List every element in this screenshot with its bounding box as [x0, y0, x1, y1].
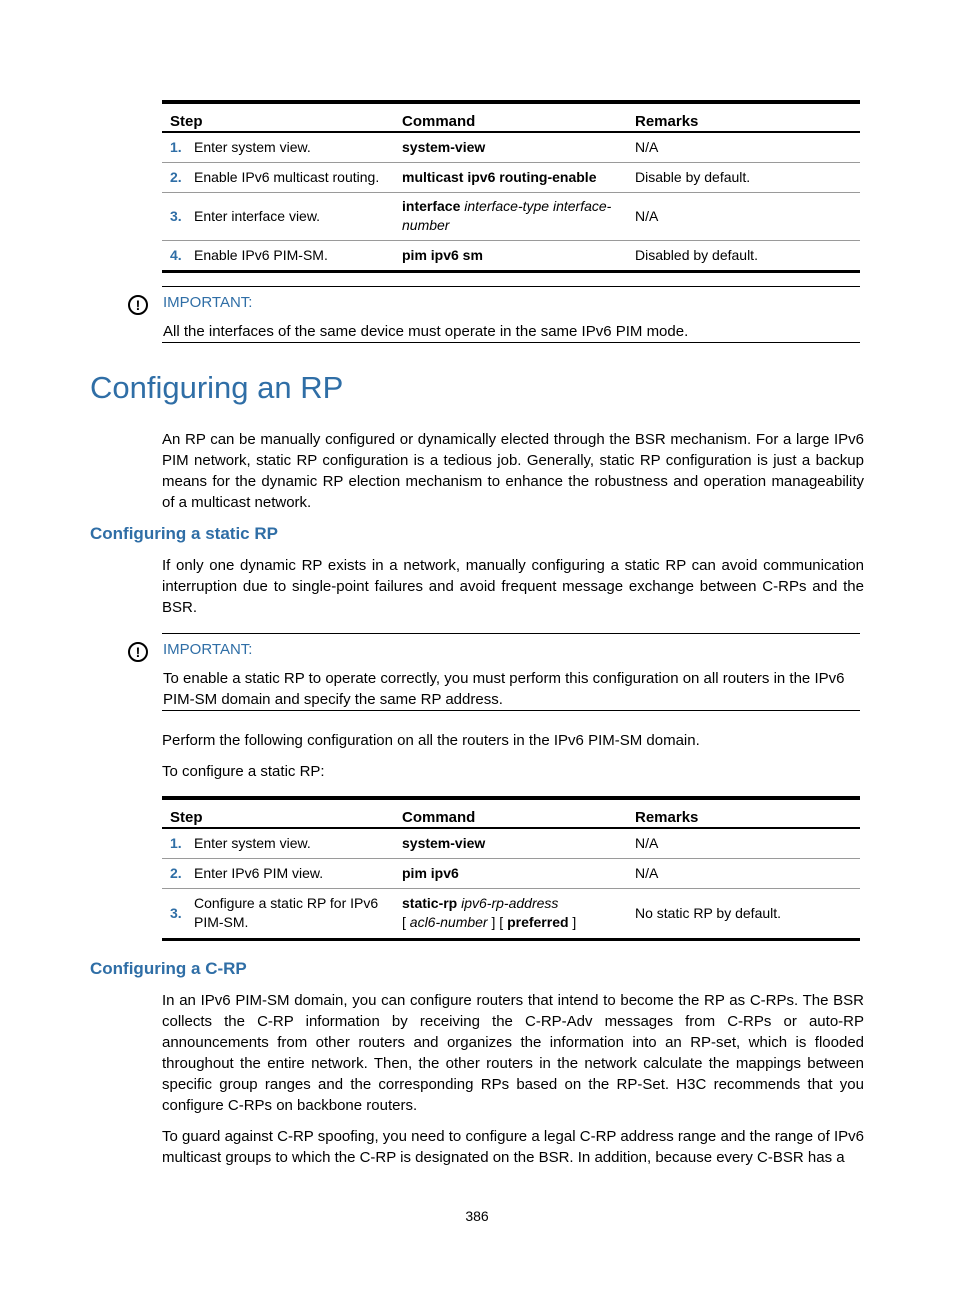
header-step: Step	[162, 798, 394, 828]
note-label: IMPORTANT:	[163, 294, 253, 311]
exclamation-circle-icon: !	[128, 295, 148, 315]
command-bracket: ]	[572, 914, 577, 930]
exclamation-circle-icon: !	[128, 642, 148, 662]
step-command: pim ipv6	[394, 858, 627, 888]
step-number: 1.	[162, 132, 194, 162]
step-description: Enable IPv6 multicast routing.	[194, 162, 394, 192]
step-command: multicast ipv6 routing-enable	[394, 162, 627, 192]
table-row	[162, 240, 860, 271]
step-description: Enable IPv6 PIM-SM.	[194, 240, 394, 271]
step-description: Enter system view.	[194, 132, 394, 162]
command-bracket: ] [	[491, 914, 504, 930]
command-keyword: interface	[402, 198, 461, 214]
step-number: 3.	[162, 888, 194, 939]
table-row	[162, 888, 860, 939]
intro-paragraph: An RP can be manually configured or dynamically elected through the BSR mechanism. For a large IPv6 PIM network, static RP configuration is a tedious job. Generally, static RP configuration is just a backup means for the dynamic RP election mechanism to enhance the robustness and operation manageability of a multicast network.	[162, 431, 864, 511]
table-row	[162, 192, 860, 240]
step-remarks: Disabled by default.	[627, 240, 860, 271]
step-number: 2.	[162, 162, 194, 192]
command-argument: acl6-number	[409, 914, 488, 930]
step-number: 4.	[162, 240, 194, 271]
crp-paragraph-2: To guard against C-RP spoofing, you need to configure a legal C-RP address range and the range of IPv6 multicast groups to which the C-RP is designated on the BSR. In addition, because every C-BSR has a	[162, 1128, 864, 1166]
static-rp-paragraph-2: Perform the following configuration on all the routers in the IPv6 PIM-SM domain.	[162, 732, 700, 749]
page-number: 386	[465, 1208, 489, 1224]
step-description: Configure a static RP for IPv6 PIM-SM.	[194, 888, 394, 939]
step-command	[394, 888, 627, 939]
note-text: To enable a static RP to operate correctly, you must perform this configuration on all routers in the IPv6 PIM-SM domain and specify the same RP address.	[163, 670, 845, 708]
step-remarks: No static RP by default.	[627, 888, 860, 939]
static-rp-paragraph-3: To configure a static RP:	[162, 763, 325, 780]
command-argument: ipv6-rp-address	[461, 895, 559, 911]
section-title: Configuring an RP	[90, 370, 344, 405]
header-remarks: Remarks	[627, 102, 860, 132]
static-rp-paragraph: If only one dynamic RP exists in a network, manually configuring a static RP can avoid communication interruption due to single-point failures and avoid frequent message exchange between C-RPs and the BSR.	[162, 557, 864, 616]
step-remarks: N/A	[627, 828, 860, 858]
step-command: system-view	[394, 828, 627, 858]
table-row	[162, 828, 860, 858]
important-note	[120, 633, 860, 713]
step-command	[394, 192, 627, 240]
step-command: pim ipv6 sm	[394, 240, 627, 271]
step-description: Enter system view.	[194, 828, 394, 858]
important-note	[120, 286, 860, 344]
steps-table-1	[162, 100, 860, 273]
note-text: All the interfaces of the same device must operate in the same IPv6 PIM mode.	[163, 323, 689, 340]
command-argument: interface-type interface-number	[402, 198, 612, 233]
note-label: IMPORTANT:	[163, 641, 253, 658]
step-number: 3.	[162, 192, 194, 240]
command-bracket: [	[402, 914, 406, 930]
crp-paragraph-1: In an IPv6 PIM-SM domain, you can configure routers that intend to become the RP as C-RPs. The BSR collects the C-RP information by receiving the C-RP-Adv messages from C-RPs or auto-RP announcements from other routers and organizes the information into an RP-set, which is flooded throughout the entire network. Then, the other routers in the network calculate the mappings between specific group ranges and the corresponding RPs based on the RP-Set. H3C recommends that you configure C-RPs on backbone routers.	[162, 992, 864, 1114]
steps-table-2	[162, 796, 860, 941]
header-remarks: Remarks	[627, 798, 860, 828]
step-remarks: N/A	[627, 132, 860, 162]
step-description: Enter IPv6 PIM view.	[194, 858, 394, 888]
step-description: Enter interface view.	[194, 192, 394, 240]
header-step: Step	[162, 102, 394, 132]
step-remarks: N/A	[627, 192, 860, 240]
table-row	[162, 132, 860, 162]
header-command: Command	[394, 798, 627, 828]
command-keyword: preferred	[507, 914, 569, 930]
header-command: Command	[394, 102, 627, 132]
table-row	[162, 162, 860, 192]
command-keyword: static-rp	[402, 895, 458, 911]
step-number: 1.	[162, 828, 194, 858]
step-command: system-view	[394, 132, 627, 162]
step-number: 2.	[162, 858, 194, 888]
step-remarks: Disable by default.	[627, 162, 860, 192]
subsection-title-static-rp: Configuring a static RP	[90, 524, 278, 543]
subsection-title-crp: Configuring a C-RP	[90, 959, 247, 978]
step-remarks: N/A	[627, 858, 860, 888]
table-row	[162, 858, 860, 888]
